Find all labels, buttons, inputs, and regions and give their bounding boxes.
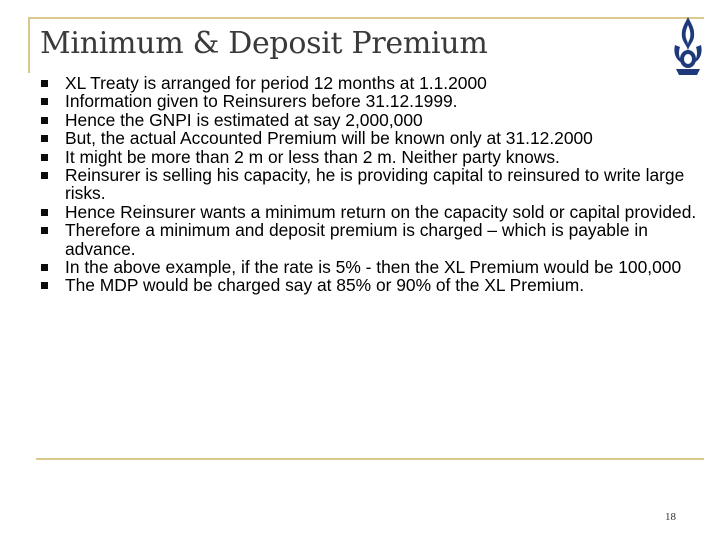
bullet-text: It might be more than 2 m or less than 2 m. Neither party knows. [65, 146, 560, 167]
page-number: 18 [665, 511, 676, 523]
frame-top-divider [28, 17, 704, 19]
footer-divider [36, 458, 704, 460]
square-bullet-icon [41, 282, 48, 289]
list-item [40, 92, 705, 110]
bullet-text: In the above example, if the rate is 5% - then the XL Premium would be 100,000 [65, 257, 682, 278]
slide-title: Minimum & Deposit Premium [40, 26, 488, 61]
frame-left-divider [28, 17, 30, 73]
bullet-text: Reinsurer is selling his capacity, he is providing capital to reinsured to write large risks. [65, 165, 685, 204]
list-item [40, 148, 705, 166]
bullet-text: Hence the GNPI is estimated at say 2,000,000 [65, 109, 423, 130]
bullet-text: But, the actual Accounted Premium will be known only at 31.12.2000 [65, 128, 593, 149]
list-item [40, 276, 705, 294]
square-bullet-icon [41, 117, 48, 124]
square-bullet-icon [41, 264, 48, 271]
square-bullet-icon [41, 80, 48, 87]
list-item [40, 221, 705, 258]
bullet-text: Therefore a minimum and deposit premium is charged – which is payable in advance. [65, 220, 648, 259]
list-item [40, 258, 705, 276]
list-item [40, 111, 705, 129]
square-bullet-icon [41, 209, 48, 216]
square-bullet-icon [41, 135, 48, 142]
bullet-text: The MDP would be charged say at 85% or 90% of the XL Premium. [65, 275, 585, 296]
bullet-list [40, 74, 705, 295]
bullet-text: Hence Reinsurer wants a minimum return on the capacity sold or capital provided. [65, 201, 697, 222]
bullet-text: Information given to Reinsurers before 31.12.1999. [65, 91, 458, 112]
list-item [40, 166, 705, 203]
bullet-text: XL Treaty is arranged for period 12 months at 1.1.2000 [65, 73, 487, 93]
list-item [40, 129, 705, 147]
list-item [40, 74, 705, 92]
square-bullet-icon [41, 227, 48, 234]
list-item [40, 203, 705, 221]
square-bullet-icon [41, 172, 48, 179]
square-bullet-icon [41, 154, 48, 161]
emblem-logo-icon [667, 15, 709, 77]
square-bullet-icon [41, 98, 48, 105]
